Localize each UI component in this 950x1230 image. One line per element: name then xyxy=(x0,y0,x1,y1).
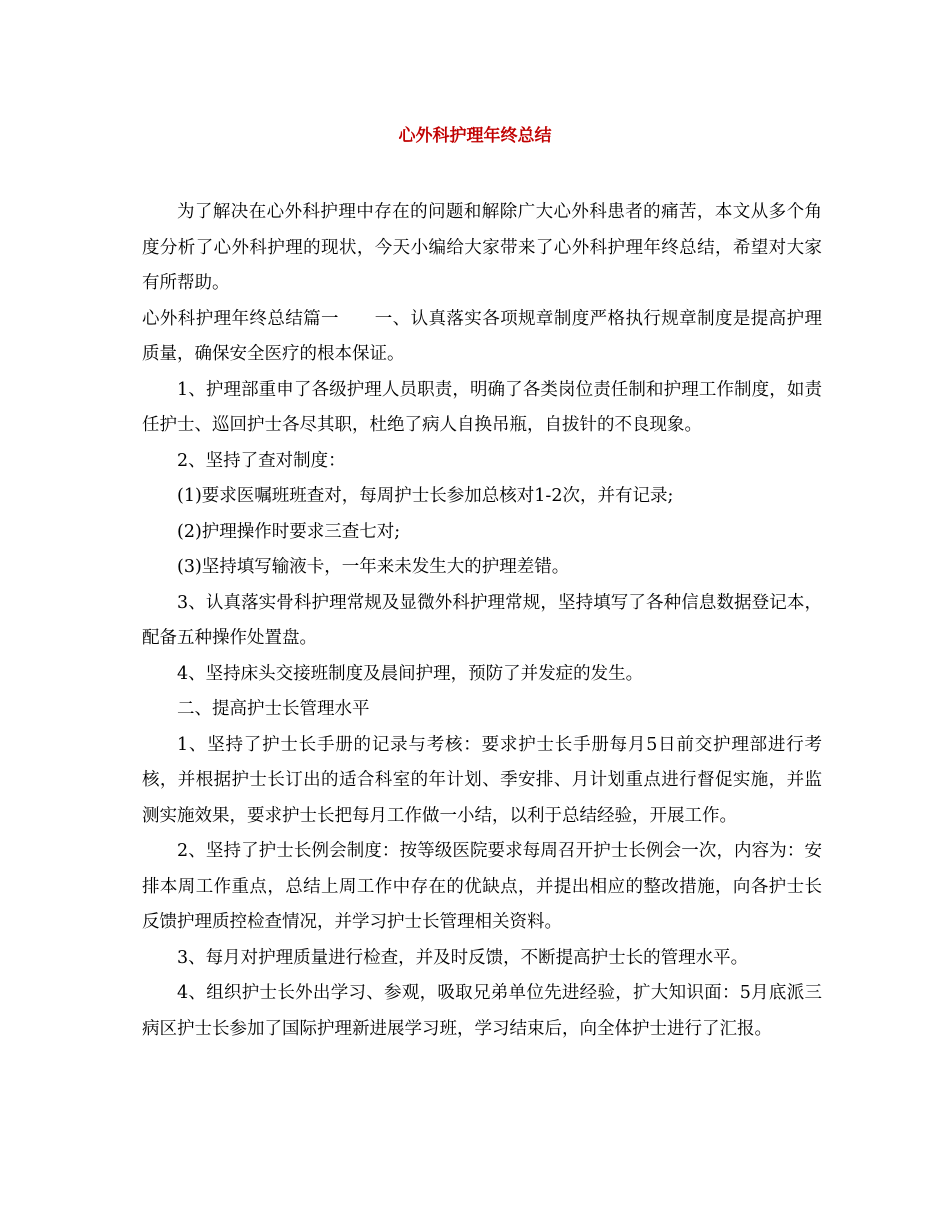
paragraph: (3)坚持填写输液卡，一年来未发生大的护理差错。 xyxy=(177,557,570,577)
paragraph: (1)要求医嘱班班查对，每周护士长参加总核对1-2次，并有记录; xyxy=(177,486,674,506)
paragraph: 4、坚持床头交接班制度及晨间护理，预防了并发症的发生。 xyxy=(177,663,644,684)
document-body xyxy=(142,195,822,1047)
paragraph: 2、坚持了护士长例会制度：按等级医院要求每周召开护士长例会一次，内容为：安排本周工作重点，总结上周工作中存在的优缺点，并提出相应的整改措施，向各护士长反馈护理质控检查情况，并学习护士长管理相关资料。 xyxy=(142,841,822,932)
paragraph: 3、每月对护理质量进行检查，并及时反馈，不断提高护士长的管理水平。 xyxy=(177,947,749,968)
paragraph: 1、护理部重申了各级护理人员职责，明确了各类岗位责任制和护理工作制度，如责任护士、巡回护士各尽其职，杜绝了病人自换吊瓶，自拔针的不良现象。 xyxy=(142,379,822,435)
paragraph: 二、提高护士长管理水平 xyxy=(177,699,370,719)
paragraph: 4、组织护士长外出学习、参观，吸取兄弟单位先进经验，扩大知识面：5月底派三病区护士长参加了国际护理新进展学习班，学习结束后，向全体护士进行了汇报。 xyxy=(142,983,822,1039)
document-title: 心外科护理年终总结 xyxy=(398,126,552,146)
paragraph: 3、认真落实骨科护理常规及显微外科护理常规，坚持填写了各种信息数据登记本，配备五种操作处置盘。 xyxy=(142,592,822,648)
paragraph: (2)护理操作时要求三查七对; xyxy=(177,521,401,542)
paragraph: 为了解决在心外科护理中存在的问题和解除广大心外科患者的痛苦，本文从多个角度分析了心外科护理的现状，今天小编给大家带来了心外科护理年终总结，希望对大家有所帮助。 xyxy=(142,202,822,293)
paragraph: 1、坚持了护士长手册的记录与考核：要求护士长手册每月5日前交护理部进行考核，并根据护士长订出的适合科室的年计划、季安排、月计划重点进行督促实施，并监测实施效果，要求护士长把每月工作做一小结，以利于总结经验，开展工作。 xyxy=(142,734,822,826)
paragraph: 心外科护理年终总结篇一 一、认真落实各项规章制度严格执行规章制度是提高护理质量，确保安全医疗的根本保证。 xyxy=(142,308,822,364)
paragraph: 2、坚持了查对制度： xyxy=(177,450,346,471)
